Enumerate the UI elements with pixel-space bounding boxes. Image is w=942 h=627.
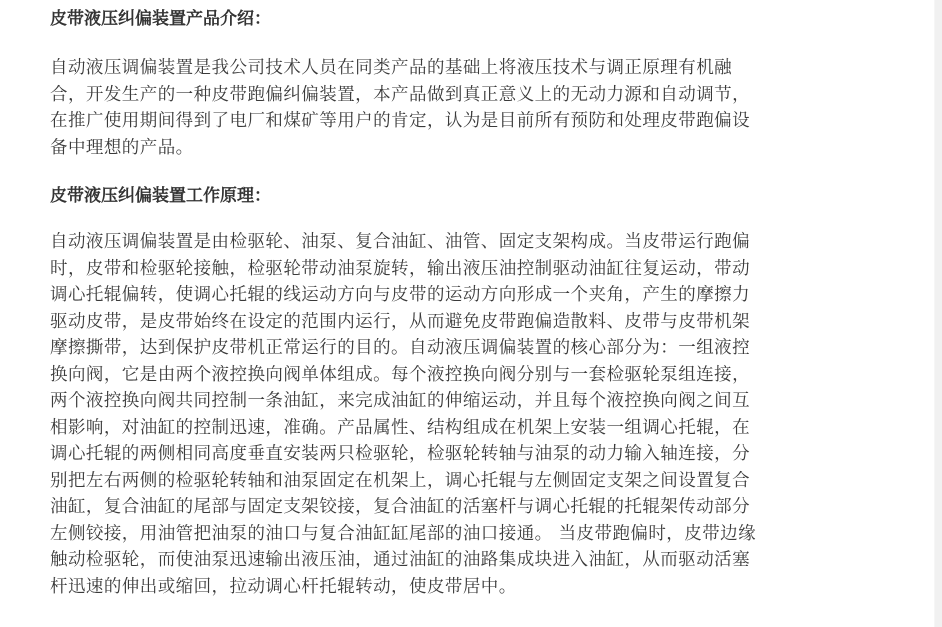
product-intro-paragraph <box>50 55 870 161</box>
text-line: 触动检驱轮，而使油泵迅速输出液压油，通过油缸的油路集成块进入油缸，从而驱动活塞 <box>50 550 751 570</box>
text-line: 杆迅速的伸出或缩回，拉动调心杆托辊转动，使皮带居中。 <box>50 576 517 597</box>
text-line: 调心托辊的两侧相同高度垂直安装两只检驱轮，检驱轮转轴与油泵的动力输入轴连接，分 <box>50 444 751 464</box>
text-line: 两个液控换向阀共同控制一条油缸，来完成油缸的伸缩运动，并且每个液控换向阀之间互 <box>50 391 751 411</box>
working-principle-paragraph <box>50 229 870 600</box>
text-line: 相影响，对油缸的控制迅速，准确。产品属性、结构组成在机架上安装一组调心托辊，在 <box>50 417 751 438</box>
text-line: 别把左右两侧的检驱轮转轴和油泵固定在机架上，调心托辊与左侧固定支架之间设置复合 <box>50 470 751 491</box>
text-line: 换向阀，它是由两个液控换向阀单体组成。每个液控换向阀分别与一套检驱轮泵组连接， <box>50 364 751 385</box>
text-line: 驱动皮带，是皮带始终在设定的范围内运行，从而避免皮带跑偏造散料、皮带与皮带机架 <box>50 311 751 332</box>
text-line: 自动液压调偏装置是我公司技术人员在同类产品的基础上将液压技术与调正原理有机融 <box>50 58 733 78</box>
text-line: 备中理想的产品。 <box>50 137 194 158</box>
scrollbar-track[interactable] <box>934 0 942 627</box>
text-line: 合，开发生产的一种皮带跑偏纠偏装置，本产品做到真正意义上的无动力源和自动调节， <box>50 84 751 105</box>
text-line: 摩擦撕带，达到保护皮带机正常运行的目的。自动液压调偏装置的核心部分为：一组液控 <box>50 338 751 358</box>
working-principle-heading: 皮带液压纠偏装置工作原理： <box>50 186 271 206</box>
product-intro-heading: 皮带液压纠偏装置产品介绍： <box>50 9 271 29</box>
text-line: 油缸，复合油缸的尾部与固定支架铰接，复合油缸的活塞杆与调心托辊的托辊架传动部分 <box>50 497 751 517</box>
text-line: 左侧铰接，用油管把油泵的油口与复合油缸缸尾部的油口接通。 当皮带跑偏时，皮带边缘 <box>50 523 757 544</box>
text-line: 自动液压调偏装置是由检驱轮、油泵、复合油缸、油管、固定支架构成。当皮带运行跑偏 <box>50 232 751 252</box>
text-line: 调心托辊偏转，使调心托辊的线运动方向与皮带的运动方向形成一个夹角，产生的摩擦力 <box>50 285 751 305</box>
text-line: 在推广使用期间得到了电厂和煤矿等用户的肯定，认为是目前所有预防和处理皮带跑偏设 <box>50 111 751 131</box>
text-line: 时，皮带和检驱轮接触，检驱轮带动油泵旋转，输出液压油控制驱动油缸往复运动，带动 <box>50 258 751 279</box>
